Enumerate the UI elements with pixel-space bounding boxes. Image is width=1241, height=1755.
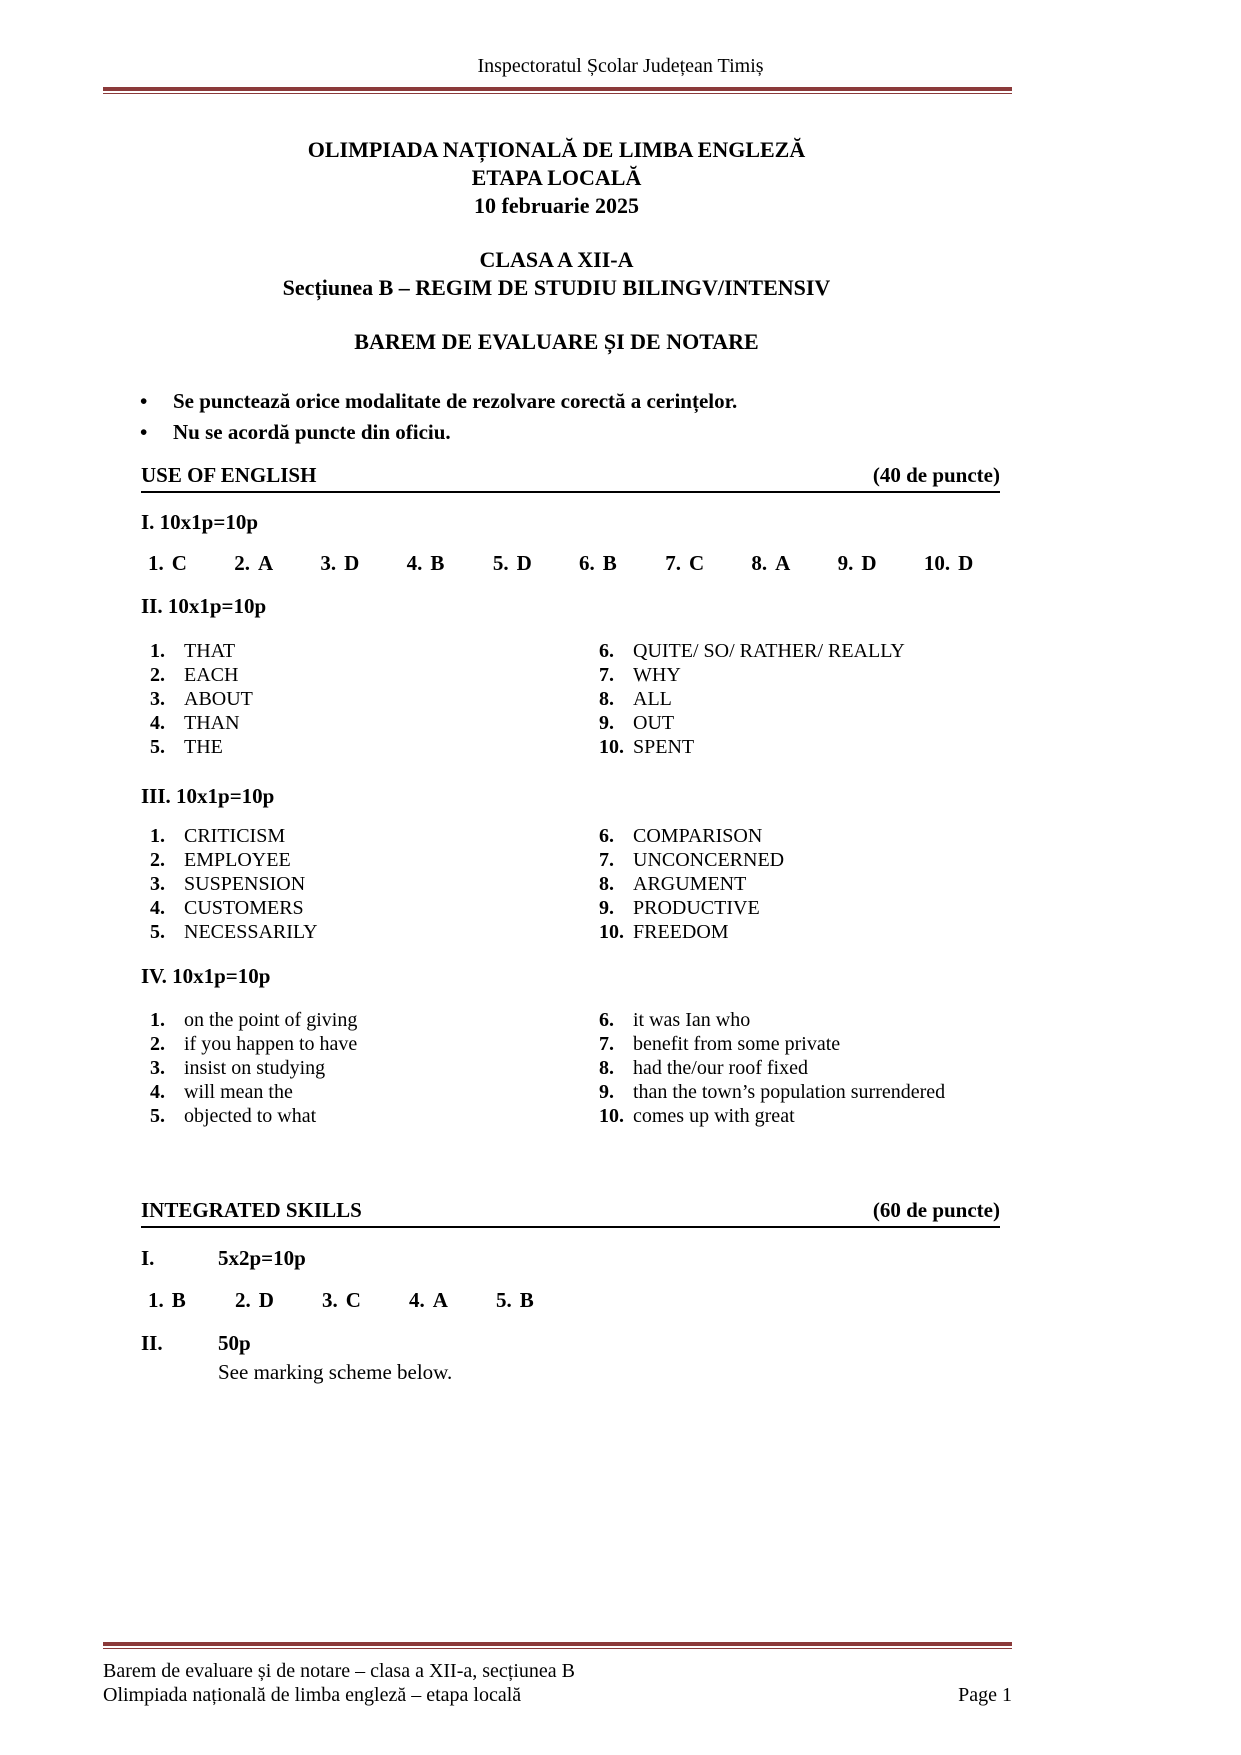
answer-text: ALL [633,688,672,710]
exercise-2-label: II. 10x1p=10p [141,594,267,618]
answer-number: 10. [599,1105,624,1127]
answer-item [150,1032,599,1056]
answer-value: B [430,551,445,575]
exercise-4-answers [150,1008,1010,1128]
answer-item [150,872,599,896]
answer-item [924,551,1010,576]
answer-item [407,551,493,576]
answer-item [599,687,1010,711]
section-title-text: USE OF ENGLISH [141,463,317,487]
answer-number: 1. [150,825,165,847]
exercise-3-answers [150,824,1010,944]
answer-item [148,551,234,576]
answer-number: 5. [150,736,165,758]
answer-text: benefit from some private [633,1033,841,1055]
note-text: Nu se acordă puncte din oficiu. [173,420,451,444]
notes-list [140,386,1010,448]
header-institution: Inspectoratul Școlar Județean Timiș [477,55,764,77]
answers-column-right [599,1008,1010,1128]
answer-text: had the/our roof fixed [633,1057,808,1079]
answer-number: 9. [599,1081,614,1103]
answer-number: 3. [150,688,165,710]
answer-item [234,551,320,576]
answer-value: C [171,551,187,575]
answers-column-right [599,824,1010,944]
answer-item [150,896,599,920]
answer-item [599,663,1010,687]
footer-rule-thin-line [103,1648,1012,1649]
answer-text: than the town’s population surrendered [633,1081,946,1103]
answer-value: D [344,551,360,575]
answer-number: 6. [599,1009,614,1031]
answer-item [751,551,837,576]
page-footer [103,1642,1012,1707]
answer-number: 6. [599,825,614,847]
answer-value: D [861,551,877,575]
answer-number: 4. [150,897,165,919]
exercise-roman-numeral: I. [141,1246,155,1270]
answer-value: C [688,551,705,575]
answer-number: 5. [492,551,509,575]
answer-item [150,663,599,687]
footer-rule-thick-line [103,1642,1012,1646]
answer-text: SUSPENSION [184,873,306,895]
class-block [103,246,1010,302]
answer-number: 2. [150,1033,165,1055]
answer-item [150,1008,599,1032]
answer-item [599,872,1010,896]
answer-value: B [171,1288,186,1312]
answer-item [150,711,599,735]
exercise-1-answers [148,551,1010,576]
page-header [0,0,1241,94]
answer-number: 4. [409,1288,425,1312]
footer-doc-subtitle: Olimpiada națională de limba engleză – etapa locală [103,1684,522,1706]
answer-number: 9. [837,551,854,575]
answer-value: D [258,1288,274,1312]
answer-item [599,920,1010,944]
exercise-points: 50p [218,1331,251,1355]
answer-number: 2. [150,849,165,871]
answer-number: 3. [150,873,165,895]
answer-value: B [519,1288,534,1312]
answer-item [599,1056,1010,1080]
footer-page-number: Page 1 [958,1684,1012,1706]
header-rule-thick-line [103,87,1012,91]
section-b-title: Secțiunea B – REGIM DE STUDIU BILINGV/INTENSIV [282,275,831,300]
answer-number: 8. [751,551,768,575]
answer-item [150,1056,599,1080]
answer-item [409,1288,496,1313]
answer-item [150,735,599,759]
answer-item [665,551,751,576]
answer-text: THAT [184,640,236,662]
answer-value: B [602,551,617,575]
answer-item [150,639,599,663]
answer-item [150,824,599,848]
answer-item [838,551,924,576]
answer-number: 7. [599,1033,614,1055]
answer-item [320,551,406,576]
bullet-icon: • [140,389,148,413]
answer-text: THAN [184,712,240,734]
exercise-roman-numeral: II. [141,1331,163,1355]
answer-item [599,1032,1010,1056]
answer-text: FREEDOM [633,921,729,943]
answer-number: 7. [599,849,614,871]
answer-text: OUT [633,712,675,734]
integrated-exercise-1-answers [148,1288,1010,1313]
barem-title: BAREM DE EVALUARE ȘI DE NOTARE [354,329,759,354]
answer-text: QUITE/ SO/ RATHER/ REALLY [633,640,905,662]
header-rule-thin-line [103,93,1012,94]
answer-number: 3. [322,1288,338,1312]
doc-stage: ETAPA LOCALĂ [471,165,642,190]
answer-number: 4. [150,712,165,734]
answer-number: 6. [579,551,595,575]
bullet-icon: • [140,420,148,444]
answer-text: insist on studying [184,1057,326,1079]
answer-item [150,848,599,872]
answer-item [150,687,599,711]
answer-number: 7. [599,664,614,686]
answer-item [150,1080,599,1104]
answer-value: D [516,551,532,575]
exercise-points: 5x2p=10p [218,1246,306,1270]
answer-text: will mean the [184,1081,293,1103]
answer-item [599,896,1010,920]
answer-number: 4. [150,1081,165,1103]
answer-item [599,735,1010,759]
answer-item [579,551,665,576]
answer-item [322,1288,409,1313]
section-heading-use-of-english [141,463,1000,493]
integrated-exercise-2-label [141,1331,1010,1356]
answer-item [235,1288,322,1313]
answer-item [599,1080,1010,1104]
answer-number: 10. [923,551,951,575]
answer-number: 1. [148,551,164,575]
answer-text: ABOUT [184,688,253,710]
answer-value: D [958,551,974,575]
answer-number: 5. [496,1288,512,1312]
answer-number: 1. [150,640,165,662]
document-body [103,136,1010,1385]
answer-text: PRODUCTIVE [633,897,760,919]
answer-text: objected to what [184,1105,317,1127]
answer-number: 5. [150,921,165,943]
answer-number: 1. [148,1288,164,1312]
answer-number: 5. [150,1105,165,1127]
answer-value: A [775,551,791,575]
class-title: CLASA A XII-A [479,247,634,272]
exercise-4-label: IV. 10x1p=10p [141,964,271,988]
answer-text: ARGUMENT [633,873,747,895]
section-points: (60 de puncte) [872,1198,1000,1222]
exercise-3-label: III. 10x1p=10p [141,784,275,808]
answer-number: 10. [599,921,624,943]
answer-text: if you happen to have [184,1033,358,1055]
answer-number: 3. [150,1057,165,1079]
answer-text: EMPLOYEE [184,849,291,871]
note-text: Se punctează orice modalitate de rezolvare corectă a cerințelor. [173,389,738,413]
answers-column-left [150,639,599,759]
answer-number: 1. [150,1009,165,1031]
answer-value: C [345,1288,361,1312]
answer-item [148,1288,235,1313]
answers-column-left [150,824,599,944]
doc-date: 10 februarie 2025 [474,193,639,218]
answer-number: 8. [599,1057,614,1079]
answer-item [493,551,579,576]
doc-title: OLIMPIADA NAȚIONALĂ DE LIMBA ENGLEZĂ [307,137,806,162]
answer-text: NECESSARILY [184,921,318,943]
title-block [103,136,1010,220]
exercise-2-answers [150,639,1010,759]
note-item [140,386,1010,417]
answer-text: CRITICISM [184,825,286,847]
answer-number: 8. [599,873,614,895]
footer-doc-title: Barem de evaluare și de notare – clasa a XII-a, secțiunea B [103,1660,575,1682]
answer-value: A [432,1288,448,1312]
section-points: (40 de puncte) [872,463,1000,487]
answer-text: UNCONCERNED [633,849,785,871]
answer-item [599,639,1010,663]
header-rule [103,87,1012,94]
answer-text: comes up with great [633,1105,795,1127]
answer-number: 6. [599,640,614,662]
answer-item [599,824,1010,848]
answer-value: A [257,551,274,575]
barem-block [103,328,1010,356]
section-heading-integrated-skills [141,1198,1000,1228]
answer-text: EACH [184,664,239,686]
footer-second-line [103,1683,1012,1707]
marking-scheme-note: See marking scheme below. [218,1360,453,1384]
answer-number: 9. [599,897,614,919]
answer-item [599,711,1010,735]
answer-text: it was Ian who [633,1009,751,1031]
answer-text: on the point of giving [184,1009,358,1031]
answer-item [496,1288,583,1313]
answer-number: 2. [150,664,165,686]
answer-item [150,1104,599,1128]
answer-number: 8. [599,688,614,710]
answer-item [599,1104,1010,1128]
answers-column-left [150,1008,599,1128]
section-title-text: INTEGRATED SKILLS [141,1198,362,1222]
answer-number: 7. [665,551,681,575]
answer-number: 9. [599,712,614,734]
answer-text: THE [184,736,223,758]
note-item [140,417,1010,448]
integrated-exercise-1-label [141,1246,1010,1271]
answer-text: WHY [633,664,681,686]
answer-number: 3. [320,551,337,575]
answer-number: 10. [599,736,624,758]
answer-item [599,848,1010,872]
answer-number: 2. [235,1288,251,1312]
answer-number: 2. [234,551,250,575]
answers-column-right [599,639,1010,759]
answer-text: CUSTOMERS [184,897,304,919]
answer-item [150,920,599,944]
answer-number: 4. [406,551,423,575]
answer-text: SPENT [633,736,695,758]
answer-text: COMPARISON [633,825,763,847]
answer-item [599,1008,1010,1032]
footer-rule [103,1642,1012,1649]
exercise-1-label: I. 10x1p=10p [141,510,258,534]
